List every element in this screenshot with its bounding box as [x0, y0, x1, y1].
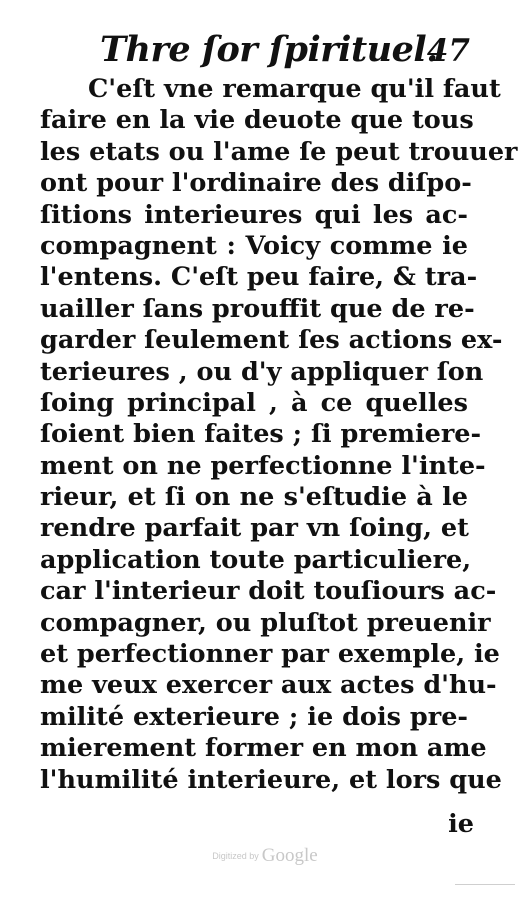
text-line: rieur, et ſi on ne s'eſtudie à le: [40, 482, 468, 513]
text-line: ſoing principal , à ce quelles: [40, 387, 468, 418]
text-line: l'humilité interieure, et lors que: [40, 764, 502, 795]
body-text: [40, 74, 518, 796]
text-line: compagnent : Voicy comme ie: [40, 230, 468, 261]
text-line: application toute particuliere,: [40, 544, 472, 575]
text-line: mierement former en mon ame: [40, 733, 487, 764]
text-line: milité exterieure ; ie dois pre-: [40, 701, 468, 732]
text-line: l'entens. C'eſt peu faire, & tra-: [40, 262, 478, 293]
watermark-brand: Google: [261, 845, 318, 866]
text-line: car l'interieur doit touſiours ac-: [40, 576, 497, 607]
text-line: garder ſeulement ſes actions ex-: [40, 325, 503, 356]
text-line: terieures , ou d'y appliquer ſon: [40, 356, 484, 387]
text-line: me veux exercer aux actes d'hu-: [40, 670, 497, 701]
text-line: ſoient bien faites ; ſi premiere-: [40, 419, 482, 450]
text-line: rendre parfait par vn ſoing, et: [40, 513, 469, 544]
text-line: C'eſt vne remarque qu'il faut: [88, 74, 501, 104]
text-line: ſitions interieures qui les ac-: [40, 199, 468, 230]
digitization-watermark: [0, 845, 530, 867]
page-header: [100, 28, 470, 72]
watermark-prefix: Digitized by: [212, 851, 259, 861]
text-line: compagner, ou pluſtot preuenir: [40, 607, 491, 638]
text-line: ment on ne perfectionne l'inte-: [40, 450, 486, 481]
running-title: Thre ſor ſpirituel.: [100, 29, 438, 70]
text-line: faire en la vie deuote que tous: [40, 105, 474, 136]
text-line: les etats ou l'ame ſe peut trouuer: [40, 136, 518, 167]
catchword: ie: [448, 809, 474, 839]
text-line: et perfectionner par exemple, ie: [40, 639, 500, 670]
page-number: 47: [426, 33, 470, 69]
page-edge-line: [455, 884, 515, 885]
text-line: ont pour l'ordinaire des diſpo-: [40, 168, 472, 199]
text-line: uailler ſans prouffit que de re-: [40, 293, 475, 324]
